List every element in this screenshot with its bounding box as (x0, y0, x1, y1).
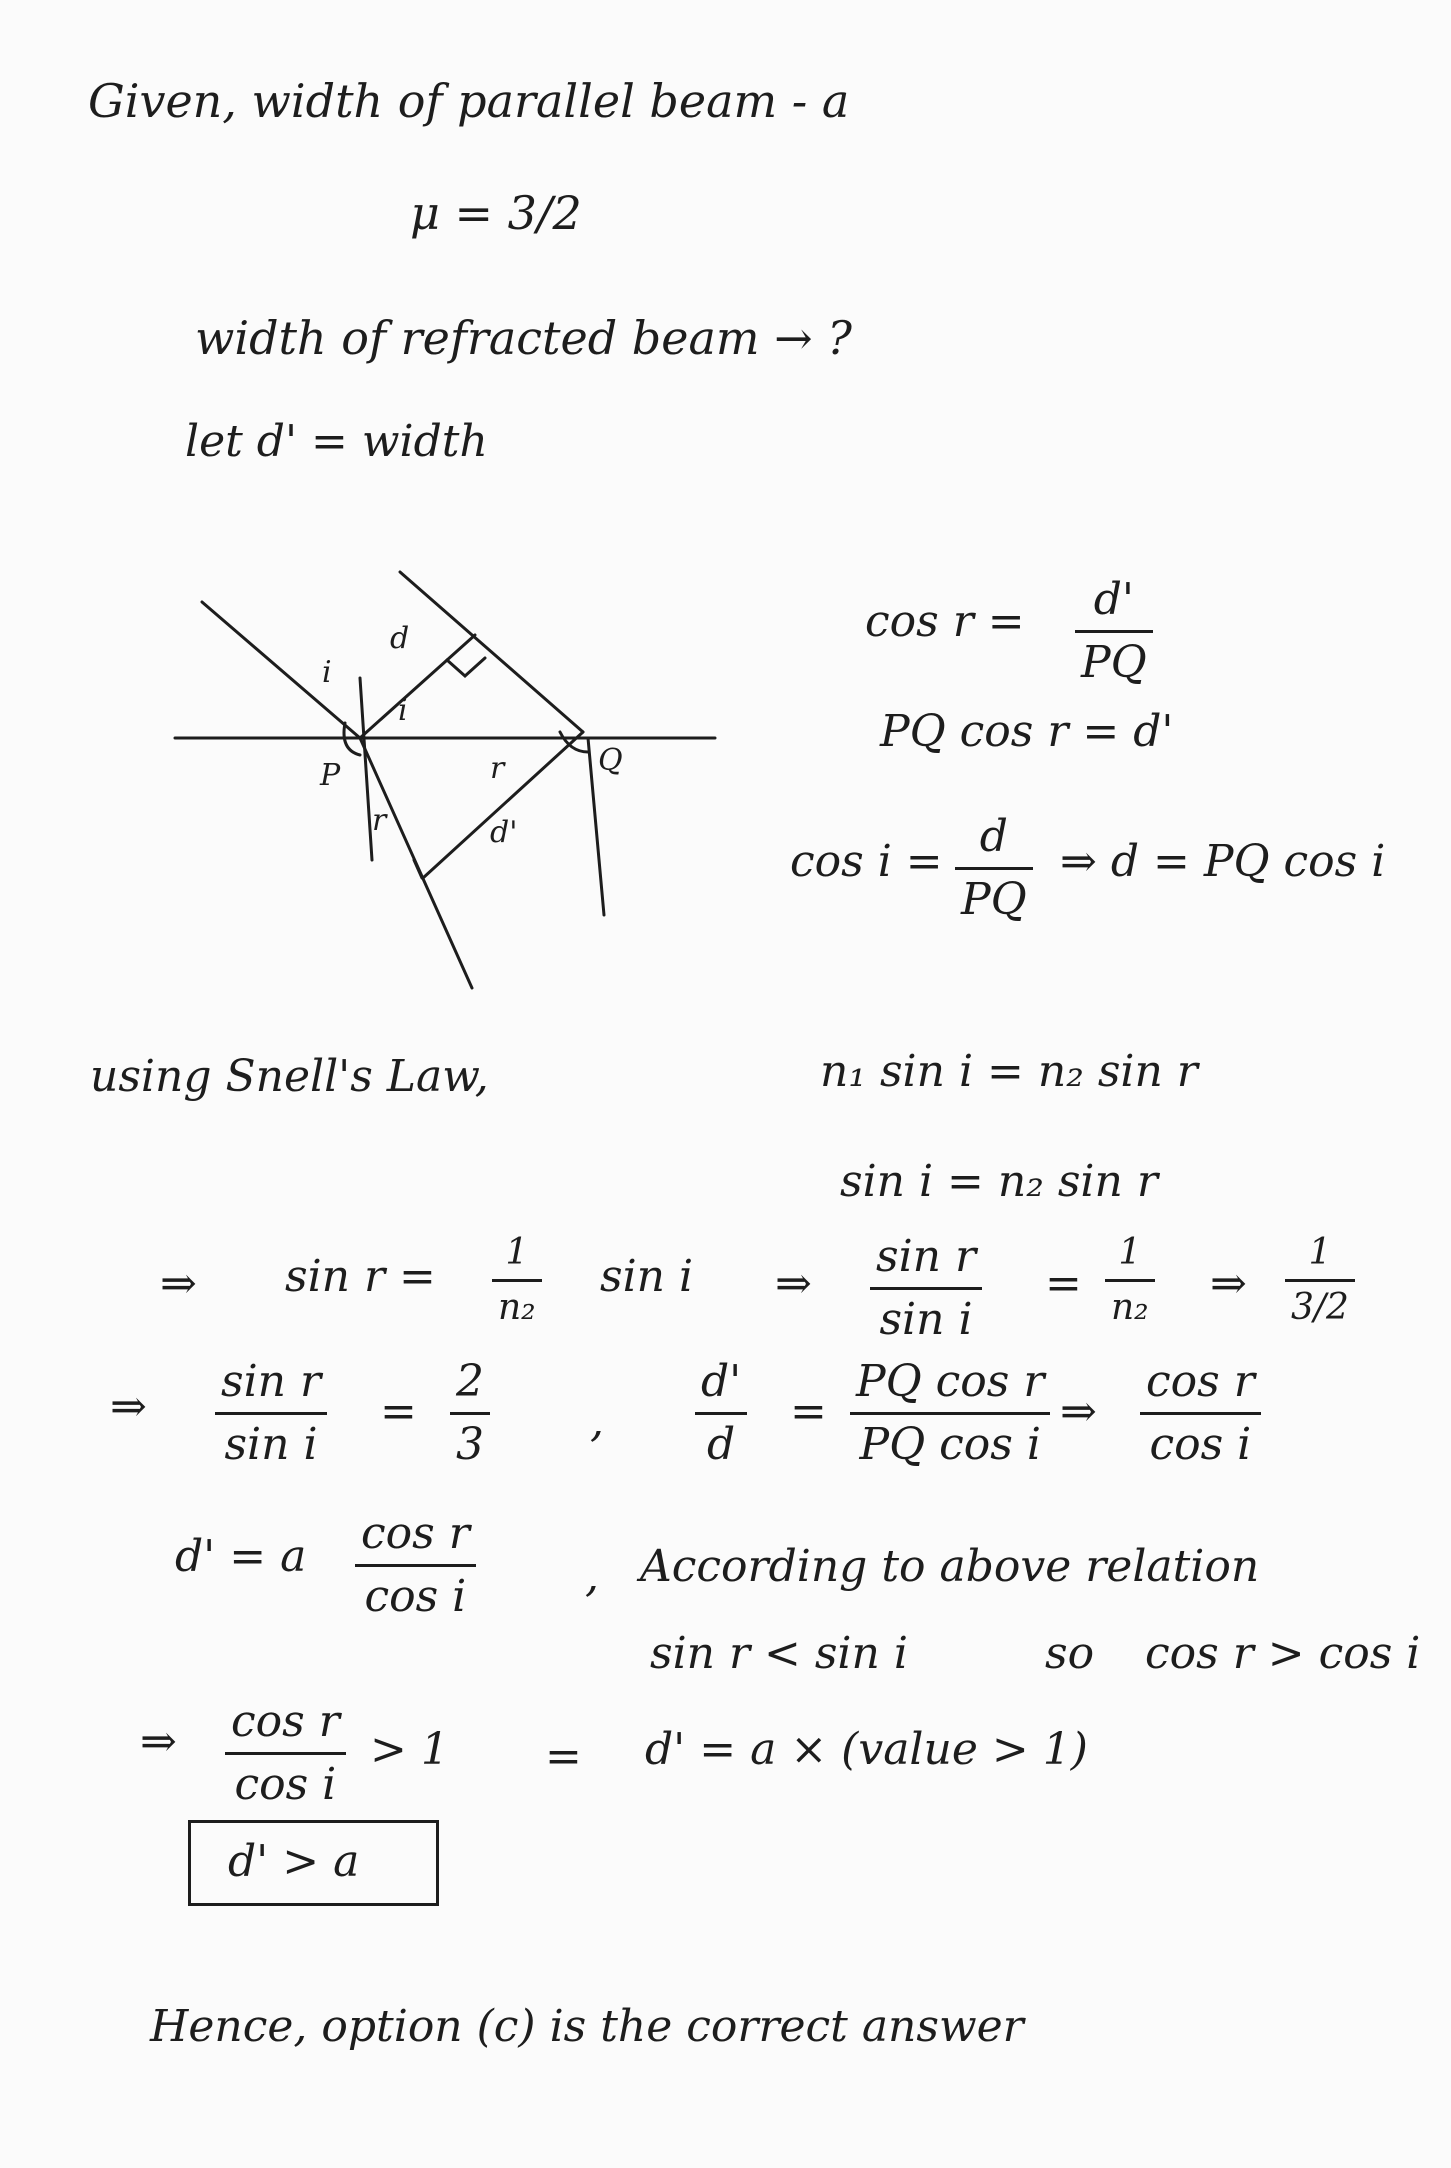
label-i-inner: i (398, 693, 408, 728)
implies-5: ⇒ (1060, 1386, 1097, 1437)
denominator-3: 3 (456, 1419, 484, 1470)
normal-at-p (360, 678, 372, 860)
wavefront-d (360, 635, 475, 738)
label-dprime: d' (490, 815, 518, 850)
numerator-sinr: sin r (221, 1356, 322, 1407)
implies-1: ⇒ (160, 1258, 197, 1309)
numerator-sinr: sin r (876, 1231, 977, 1282)
refraction-diagram (160, 560, 740, 1000)
sini-eq: sin i = n₂ sin r (840, 1156, 1158, 1207)
using-snells: using Snell's Law, (90, 1051, 489, 1102)
cosr-cosi-frac-2 (225, 1696, 346, 1810)
numerator-cosr: cos r (1146, 1356, 1255, 1407)
cos-r-lhs: cos r = (865, 596, 1025, 647)
label-r-mid: r (490, 751, 505, 786)
label-p: P (320, 758, 341, 793)
denominator-pq-cosi: PQ cos i (859, 1419, 1041, 1470)
sinr-over-sini (870, 1231, 982, 1345)
right-angle-mark (447, 658, 485, 676)
cosr-cosi-frac (355, 1508, 476, 1622)
denominator-d: d (707, 1419, 736, 1470)
pq-ratio (850, 1356, 1050, 1470)
given-line: Given, width of parallel beam - a (88, 74, 850, 128)
numerator-dprime: d' (701, 1356, 742, 1407)
numerator-1: 1 (505, 1232, 529, 1273)
denominator-sini: sin i (879, 1294, 973, 1345)
comma-4: , (590, 1396, 604, 1447)
cos-relation: cos r > cos i (1145, 1628, 1421, 1679)
cos-i-lhs: cos i = (790, 836, 943, 887)
sinr-eq: sin r = (285, 1251, 436, 1302)
pq-cos-r: PQ cos r = d' (880, 706, 1174, 757)
implies-3: ⇒ (1210, 1258, 1247, 1309)
mu-value: μ = 3/2 (410, 186, 582, 240)
cos-r-fraction (1075, 574, 1153, 688)
equals-3: = (1045, 1258, 1082, 1309)
numerator-1: 1 (1308, 1232, 1332, 1273)
numerator-2: 2 (456, 1356, 484, 1407)
denominator-cosi: cos i (364, 1571, 467, 1622)
sinr-sini-ratio (215, 1356, 327, 1470)
result-text: d' > a (228, 1836, 360, 1887)
comma-5: , (585, 1551, 599, 1602)
question-line: width of refracted beam → ? (195, 311, 852, 365)
numerator-cosr: cos r (361, 1508, 470, 1559)
denominator-n2: n₂ (498, 1287, 536, 1328)
implies-6: ⇒ (140, 1716, 177, 1767)
cos-i-rhs: ⇒ d = PQ cos i (1060, 836, 1386, 887)
label-r-left: r (372, 803, 387, 838)
denominator-n2: n₂ (1111, 1287, 1149, 1328)
numerator-pq-cosr: PQ cos r (856, 1356, 1045, 1407)
denominator-3-2: 3/2 (1291, 1287, 1349, 1328)
denominator-cosi: cos i (1149, 1419, 1252, 1470)
label-q: Q (598, 743, 623, 778)
cos-i-fraction (955, 811, 1033, 925)
two-thirds (450, 1356, 490, 1470)
cos-i-den: PQ (961, 874, 1027, 925)
dprime-over-d (695, 1356, 747, 1470)
denominator-sini: sin i (224, 1419, 318, 1470)
equals-6: = (545, 1731, 582, 1782)
dprime-eq: d' = a (175, 1531, 307, 1582)
greater-than-one: > 1 (370, 1724, 449, 1775)
equals-5: = (790, 1386, 827, 1437)
according-text: According to above relation (640, 1541, 1260, 1592)
implies-2: ⇒ (775, 1258, 812, 1309)
cos-r-den: PQ (1081, 637, 1147, 688)
numerator-1: 1 (1118, 1232, 1142, 1273)
one-over-three-half (1285, 1232, 1355, 1328)
value-expression: d' = a × (value > 1) (645, 1724, 1088, 1775)
label-i-top: i (322, 655, 332, 690)
let-line: let d' = width (185, 416, 488, 467)
numerator-cosr: cos r (231, 1696, 340, 1747)
incident-ray-1 (202, 602, 360, 738)
snells-law: n₁ sin i = n₂ sin r (820, 1046, 1198, 1097)
sini-term: sin i (600, 1251, 694, 1302)
one-over-n2 (492, 1232, 542, 1328)
sin-relation: sin r < sin i (650, 1628, 908, 1679)
one-over-n2-b (1105, 1232, 1155, 1328)
equals-4: = (380, 1386, 417, 1437)
final-answer: Hence, option (c) is the correct answer (150, 2001, 1024, 2052)
so-word: so (1045, 1628, 1095, 1679)
implies-4: ⇒ (110, 1381, 147, 1432)
incident-ray-2 (400, 572, 583, 732)
cos-r-num: d' (1093, 574, 1134, 625)
cosr-over-cosi (1140, 1356, 1261, 1470)
dprime-tick (414, 860, 422, 878)
cos-i-num: d (979, 811, 1008, 862)
label-d: d (390, 621, 410, 656)
denominator-cosi: cos i (234, 1759, 337, 1810)
